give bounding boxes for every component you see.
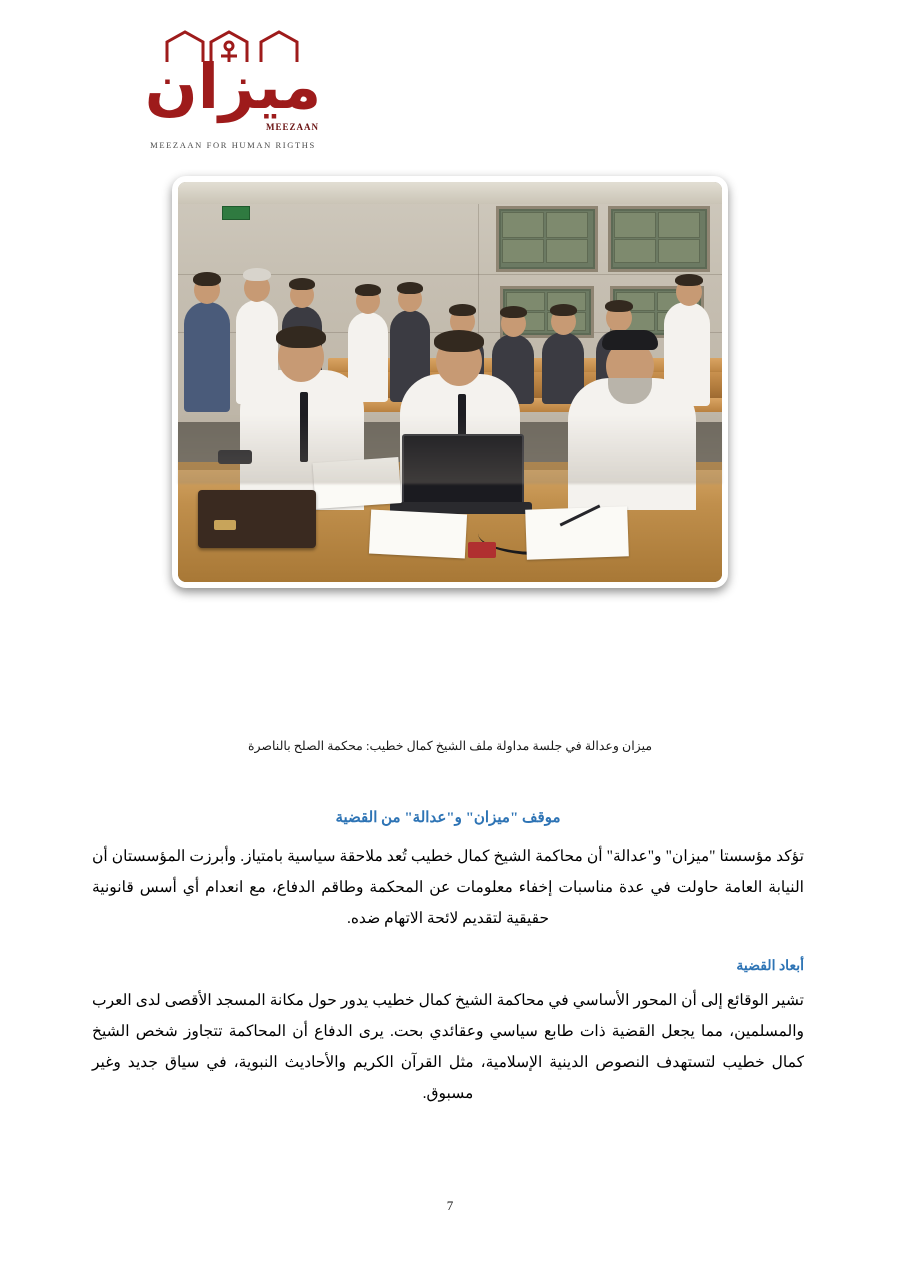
briefcase-clasp: [214, 520, 236, 530]
attendee-hair: [243, 268, 271, 281]
attendee-hair: [289, 278, 315, 290]
attendee-hair: [500, 306, 527, 318]
courtroom-scene-illustration: [178, 182, 722, 582]
attendee-hair: [550, 304, 577, 316]
logo-arabic-wordmark: ميزان: [144, 50, 322, 123]
attendee-hair: [355, 284, 381, 296]
attendee-hair: [675, 274, 703, 286]
lawyer-center-hair: [434, 330, 484, 352]
ceiling-strip: [178, 182, 722, 204]
figure-caption: ميزان وعدالة في جلسة مداولة ملف الشيخ كمال خطيب: محكمة الصلح بالناصرة: [247, 739, 653, 753]
attendee-hair: [605, 300, 633, 312]
attendee-hair: [193, 272, 221, 286]
wall-seam: [478, 204, 479, 344]
logo-latin-wordmark: MEEZAAN: [265, 122, 319, 132]
section-heading-position: موقف "ميزان" و"عدالة" من القضية: [335, 810, 561, 826]
briefcase: [198, 490, 316, 548]
window: [496, 206, 598, 272]
photo-reflection: [178, 414, 722, 484]
window: [608, 206, 710, 272]
page-number: 7: [446, 1198, 454, 1213]
attendee-hair: [397, 282, 423, 294]
sheikh-cap: [602, 330, 658, 350]
section-paragraph: تؤكد مؤسستا "ميزان" و"عدالة" أن محاكمة الشيخ كمال خطيب تُعد ملاحقة سياسية بامتياز. وأبرزت المؤسستان أن النيابة العامة حاولت في عدة مناسبات إخفاء معلومات عن المحكمة وطاقم الدفاع، مع انعدام أي أسس قانونية حقيقية لتقديم لائحة الاتهام ضده.: [92, 848, 804, 927]
lawyer-left-hair: [276, 326, 326, 348]
photo-frame: [172, 176, 728, 588]
attendee: [184, 302, 230, 412]
exit-sign: [222, 206, 250, 220]
section-paragraph: تشير الوقائع إلى أن المحور الأساسي في محاكمة الشيخ كمال خطيب يدور حول مكانة المسجد الأقصى لدى العرب والمسلمين، مما يجعل القضية ذات طابع سياسي وعقائدي بحت. يرى الدفاع أن المحاكمة تتجاوز شخص الشيخ كمال خطيب لتستهدف النصوص الدينية الإسلامية، مثل القرآن الكريم والأحاديث النبوية، في سياق جديد وغير مسبوق.: [92, 992, 805, 1102]
organization-logo: [133, 26, 333, 150]
red-marker: [468, 542, 496, 558]
logo-tagline: MEEZAAN FOR HUMAN RIGTHS: [150, 140, 316, 150]
paper-sheet: [369, 510, 467, 559]
article-body: [92, 808, 804, 1117]
attendee-hair: [449, 304, 476, 316]
section-heading-dimensions: أبعاد القضية: [736, 959, 804, 974]
logo-mark: [143, 26, 323, 138]
figure-photo: [172, 176, 728, 588]
